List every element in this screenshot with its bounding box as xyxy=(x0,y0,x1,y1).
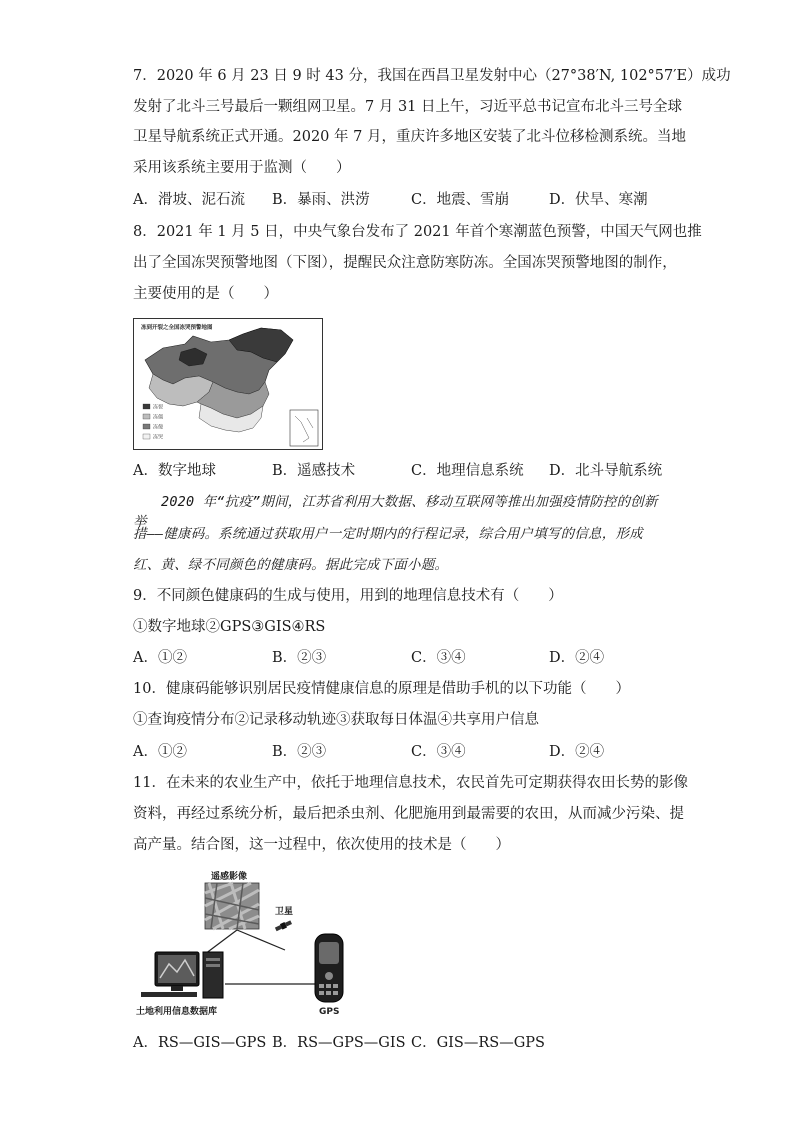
tech-workflow-figure xyxy=(133,868,373,1020)
q7-option-d[interactable]: D．伏旱、寒潮 xyxy=(549,192,648,208)
gps-device-icon xyxy=(315,934,343,1002)
q7-line-1: 7．2020 年 6 月 23 日 9 时 43 分，我国在西昌卫星发射中心（27°38′N, 102°57′E）成功 xyxy=(133,68,731,84)
q8-option-c[interactable]: C．地理信息系统 xyxy=(411,463,524,479)
q11-line-3: 高产量。结合图，这一过程中，依次使用的技术是（ ） xyxy=(133,837,510,853)
q7-option-a[interactable]: A．滑坡、泥石流 xyxy=(133,192,245,208)
q8-option-b[interactable]: B．遥感技术 xyxy=(272,463,356,479)
computer-gis-icon xyxy=(141,952,223,998)
q8-line-2: 出了全国冻哭预警地图（下图），提醒民众注意防寒防冻。全国冻哭预警地图的制作， xyxy=(133,255,677,271)
q7-line-4: 采用该系统主要用于监测（ ） xyxy=(133,160,351,176)
q9-items: ①数字地球②GPS③GIS④RS xyxy=(133,619,326,635)
satellite-label: 卫星 xyxy=(275,907,294,917)
q11-option-b[interactable]: B．RS—GPS—GIS xyxy=(272,1035,406,1051)
china-frost-map-figure xyxy=(133,318,323,450)
passage-line-2: 措——健康码。系统通过获取用户一定时期内的行程记录，综合用户填写的信息，形成 xyxy=(133,526,643,542)
gps-label: GPS xyxy=(319,1007,340,1017)
q8-option-d[interactable]: D．北斗导航系统 xyxy=(549,463,663,479)
remote-sensing-image xyxy=(205,883,259,929)
q9-stem: 9．不同颜色健康码的生成与使用，用到的地理信息技术有（ ） xyxy=(133,588,563,604)
q10-option-c[interactable]: C．③④ xyxy=(411,744,466,760)
q9-option-d[interactable]: D．②④ xyxy=(549,650,605,666)
q7-option-c[interactable]: C．地震、雪崩 xyxy=(411,192,510,208)
q11-line-1: 11．在未来的农业生产中，依托于地理信息技术，农民首先可定期获得农田长势的影像 xyxy=(133,775,688,791)
legend-label-3: 冻傻 xyxy=(153,424,164,431)
q10-option-d[interactable]: D．②④ xyxy=(549,744,605,760)
q10-stem: 10．健康码能够识别居民疫情健康信息的原理是借助手机的以下功能（ ） xyxy=(133,681,630,697)
q8-line-1: 8．2021 年 1 月 5 日，中央气象台发布了 2021 年首个寒潮蓝色预警，中国天气网也推 xyxy=(133,224,702,240)
passage-line-3: 红、黄、绿不同颜色的健康码。据此完成下面小题。 xyxy=(133,557,449,573)
q10-option-a[interactable]: A．①② xyxy=(133,744,187,760)
q10-items: ①查询疫情分布②记录移动轨迹③获取每日体温④共享用户信息 xyxy=(133,712,539,728)
q9-option-a[interactable]: A．①② xyxy=(133,650,187,666)
q9-option-b[interactable]: B．②③ xyxy=(272,650,327,666)
q11-option-a[interactable]: A．RS—GIS—GPS xyxy=(133,1035,267,1051)
q7-line-2: 发射了北斗三号最后一颗组网卫星。7 月 31 日上午，习近平总书记宣布北斗三号全球 xyxy=(133,99,683,115)
gis-database-label: 土地利用信息数据库 xyxy=(136,1007,218,1017)
rs-image-label: 遥感影像 xyxy=(211,872,248,882)
map-title: 冻到开裂之全国冻哭预警地图 xyxy=(141,325,213,331)
legend-label-4: 冻哭 xyxy=(153,434,164,441)
passage-line-1: 2020 年“抗疫”期间，江苏省利用大数据、移动互联网等推出加强疫情防控的创新举 xyxy=(133,494,658,530)
q7-line-3: 卫星导航系统正式开通。2020 年 7 月，重庆许多地区安装了北斗位移检测系统。当地 xyxy=(133,129,686,145)
q10-option-b[interactable]: B．②③ xyxy=(272,744,327,760)
q8-line-3: 主要使用的是（ ） xyxy=(133,286,278,302)
legend-label-1: 冻裂 xyxy=(153,404,164,411)
q11-option-c[interactable]: C．GIS—RS—GPS xyxy=(411,1035,545,1051)
legend-label-2: 冻僵 xyxy=(153,414,164,421)
q7-option-b[interactable]: B．暴雨、洪涝 xyxy=(272,192,370,208)
q8-option-a[interactable]: A．数字地球 xyxy=(133,463,216,479)
satellite-icon xyxy=(274,919,292,932)
q11-line-2: 资料，再经过系统分析，最后把杀虫剂、化肥施用到最需要的农田，从而减少污染、提 xyxy=(133,806,684,822)
q9-option-c[interactable]: C．③④ xyxy=(411,650,466,666)
